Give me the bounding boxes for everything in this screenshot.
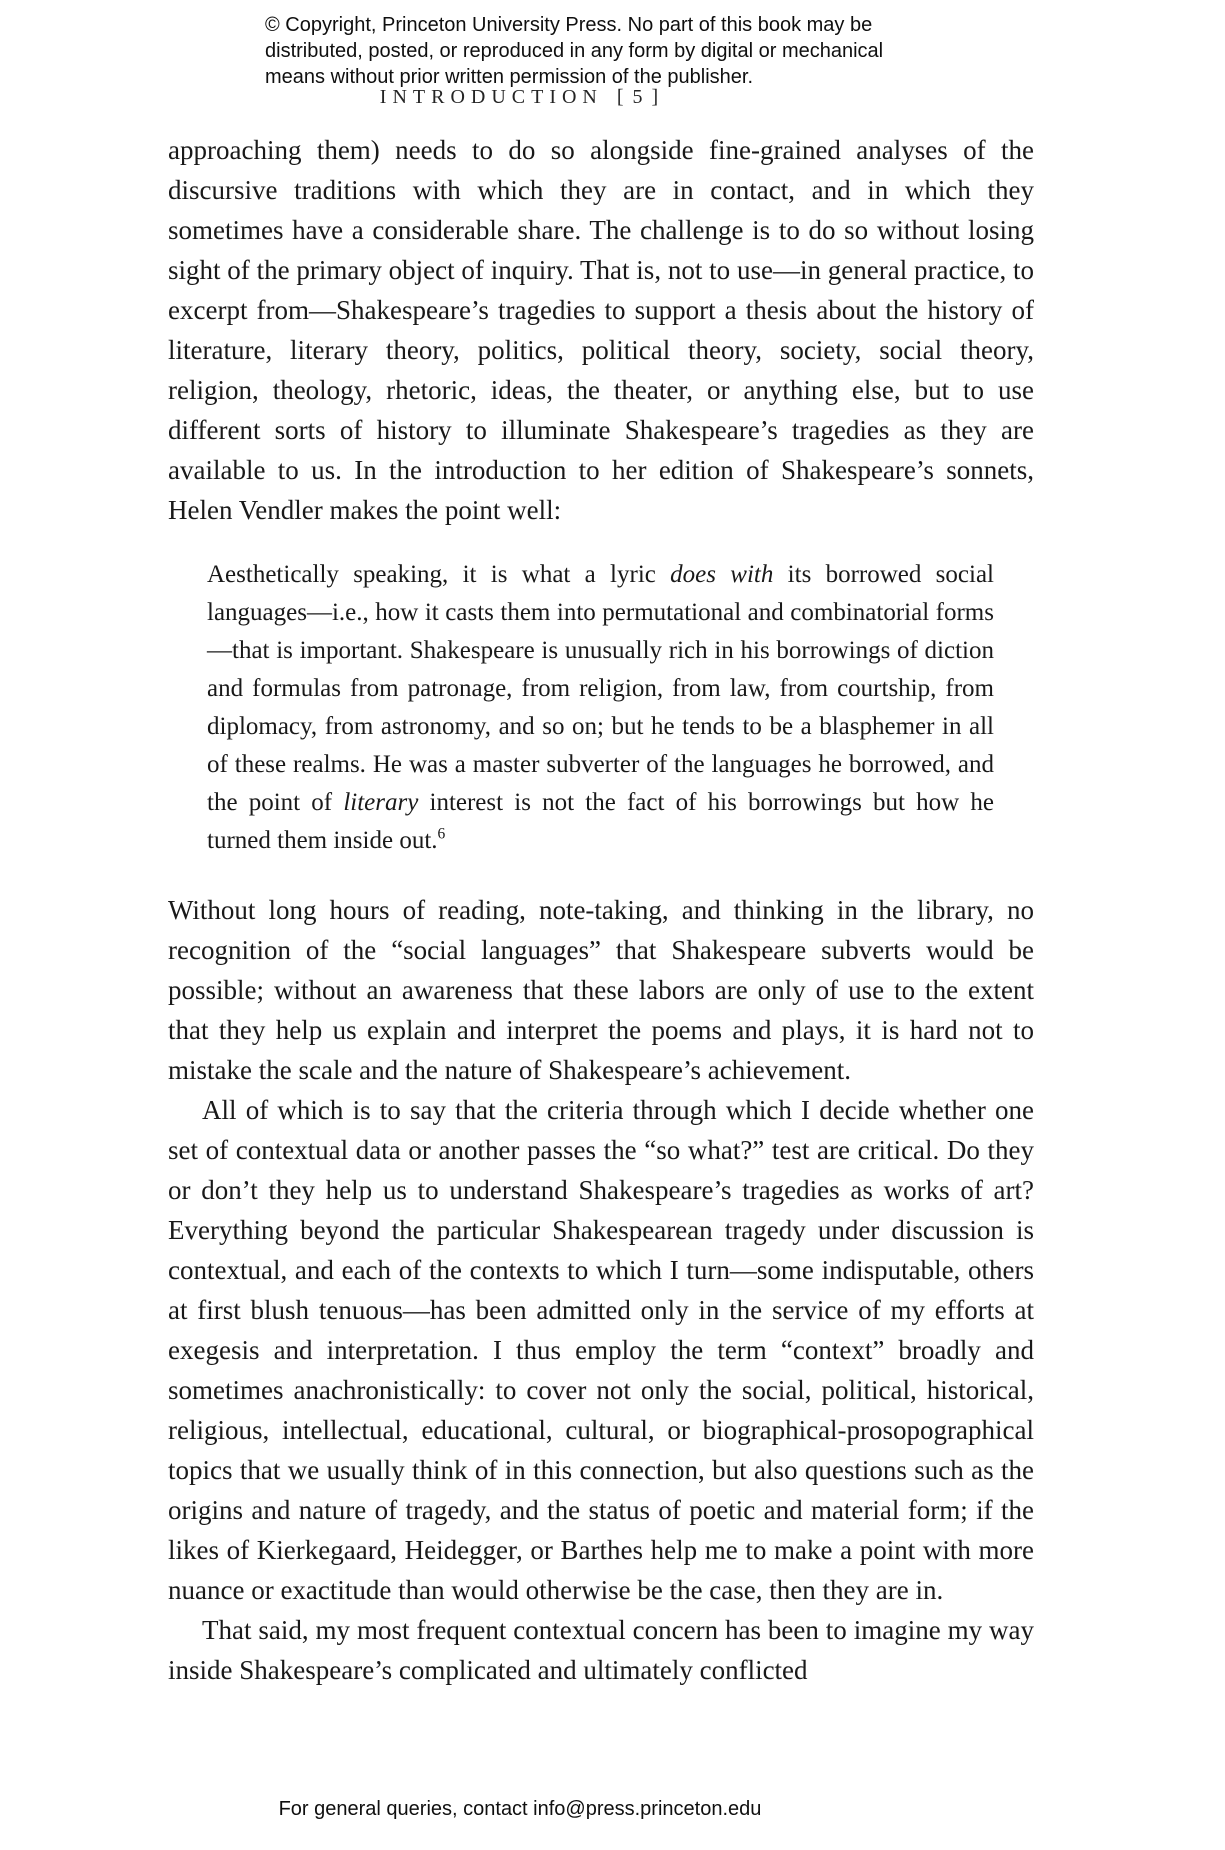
copyright-line-2: distributed, posted, or reproduced in any form by digital or mechanical	[265, 40, 884, 62]
quote-segment-1: Aesthetically speaking, it is what a lyric	[207, 561, 671, 588]
running-head-title: INTRODUCTION	[379, 86, 603, 108]
body-text	[168, 130, 1034, 1690]
paragraph-4: That said, my most frequent contextual concern has been to imagine my way inside Shakespeare’s complicated and ultimately conflicted	[168, 1615, 1034, 1685]
copyright-line-1: © Copyright, Princeton University Press. No part of this book may be	[265, 14, 873, 36]
block-quote	[207, 556, 994, 860]
running-head	[0, 86, 1040, 109]
quote-italic-literary: literary	[343, 789, 419, 816]
quote-italic-does-with: does with	[670, 561, 774, 588]
paragraph-3: All of which is to say that the criteria through which I decide whether one set of contextual data or another passes the “so what?” test are critical. Do they or don’t they help us to understand Shakespeare’s tragedies as works of art? Everything beyond the particular Shakespearean tragedy under discussion is contextual, and each of the contexts to which I turn—some indisputable, others at first blush tenuous—has been admitted only in the service of my efforts at exegesis and interpretation. I thus employ the term “context” broadly and sometimes anachronistically: to cover not only the social, political, historical, religious, intellectual, educational, cultural, or biographical-prosopographical topics that we usually think of in this connection, but also questions such as the origins and nature of tragedy, and the status of poetic and material form; if the likes of Kierkegaard, Heidegger, or Barthes help me to make a point with more nuance or exactitude than would otherwise be the case, then they are in.	[168, 1095, 1034, 1605]
paragraph-2: Without long hours of reading, note-taking, and thinking in the library, no recognition of the “social languages” that Shakespeare subverts would be possible; without an awareness that these labors are only of use to the extent that they help us explain and interpret the poems and plays, it is hard not to mistake the scale and the nature of Shakespeare’s achievement.	[168, 895, 1034, 1085]
paragraph-1: approaching them) needs to do so alongside fine-grained analyses of the discursive traditions with which they are in contact, and in which they sometimes have a considerable share. The challenge is to do so without losing sight of the primary object of inquiry. That is, not to use—in general practice, to excerpt from—Shakespeare’s tragedies to support a thesis about the history of literature, literary theory, politics, political theory, society, social theory, religion, theology, rhetoric, ideas, the theater, or anything else, but to use different sorts of history to illuminate Shakespeare’s tragedies as they are available to us. In the introduction to her edition of Shakespeare’s sonnets, Helen Vendler makes the point well:	[168, 135, 1034, 525]
page-number: [ 5 ]	[616, 86, 661, 108]
footer-contact-line: For general queries, contact info@press.princeton.edu	[278, 1798, 762, 1820]
quote-segment-2: its borrowed social languages—i.e., how it casts them into permutational and combinatorial forms—that is important. Shakespeare is unusually rich in his borrowings of diction and formulas from patronage, from religion, from law, from courtship, from diplomacy, from astronomy, and so on; but he tends to be a blasphemer in all of these realms. He was a master subverter of the languages he borrowed, and the point of	[207, 561, 994, 816]
quote-segment-3: interest is not the fact of his borrowings but how he turned them inside out.	[207, 789, 994, 854]
copyright-line-3: means without prior written permission of the publisher.	[265, 66, 754, 88]
copyright-notice	[265, 12, 883, 90]
footnote-reference-6: 6	[437, 825, 446, 843]
